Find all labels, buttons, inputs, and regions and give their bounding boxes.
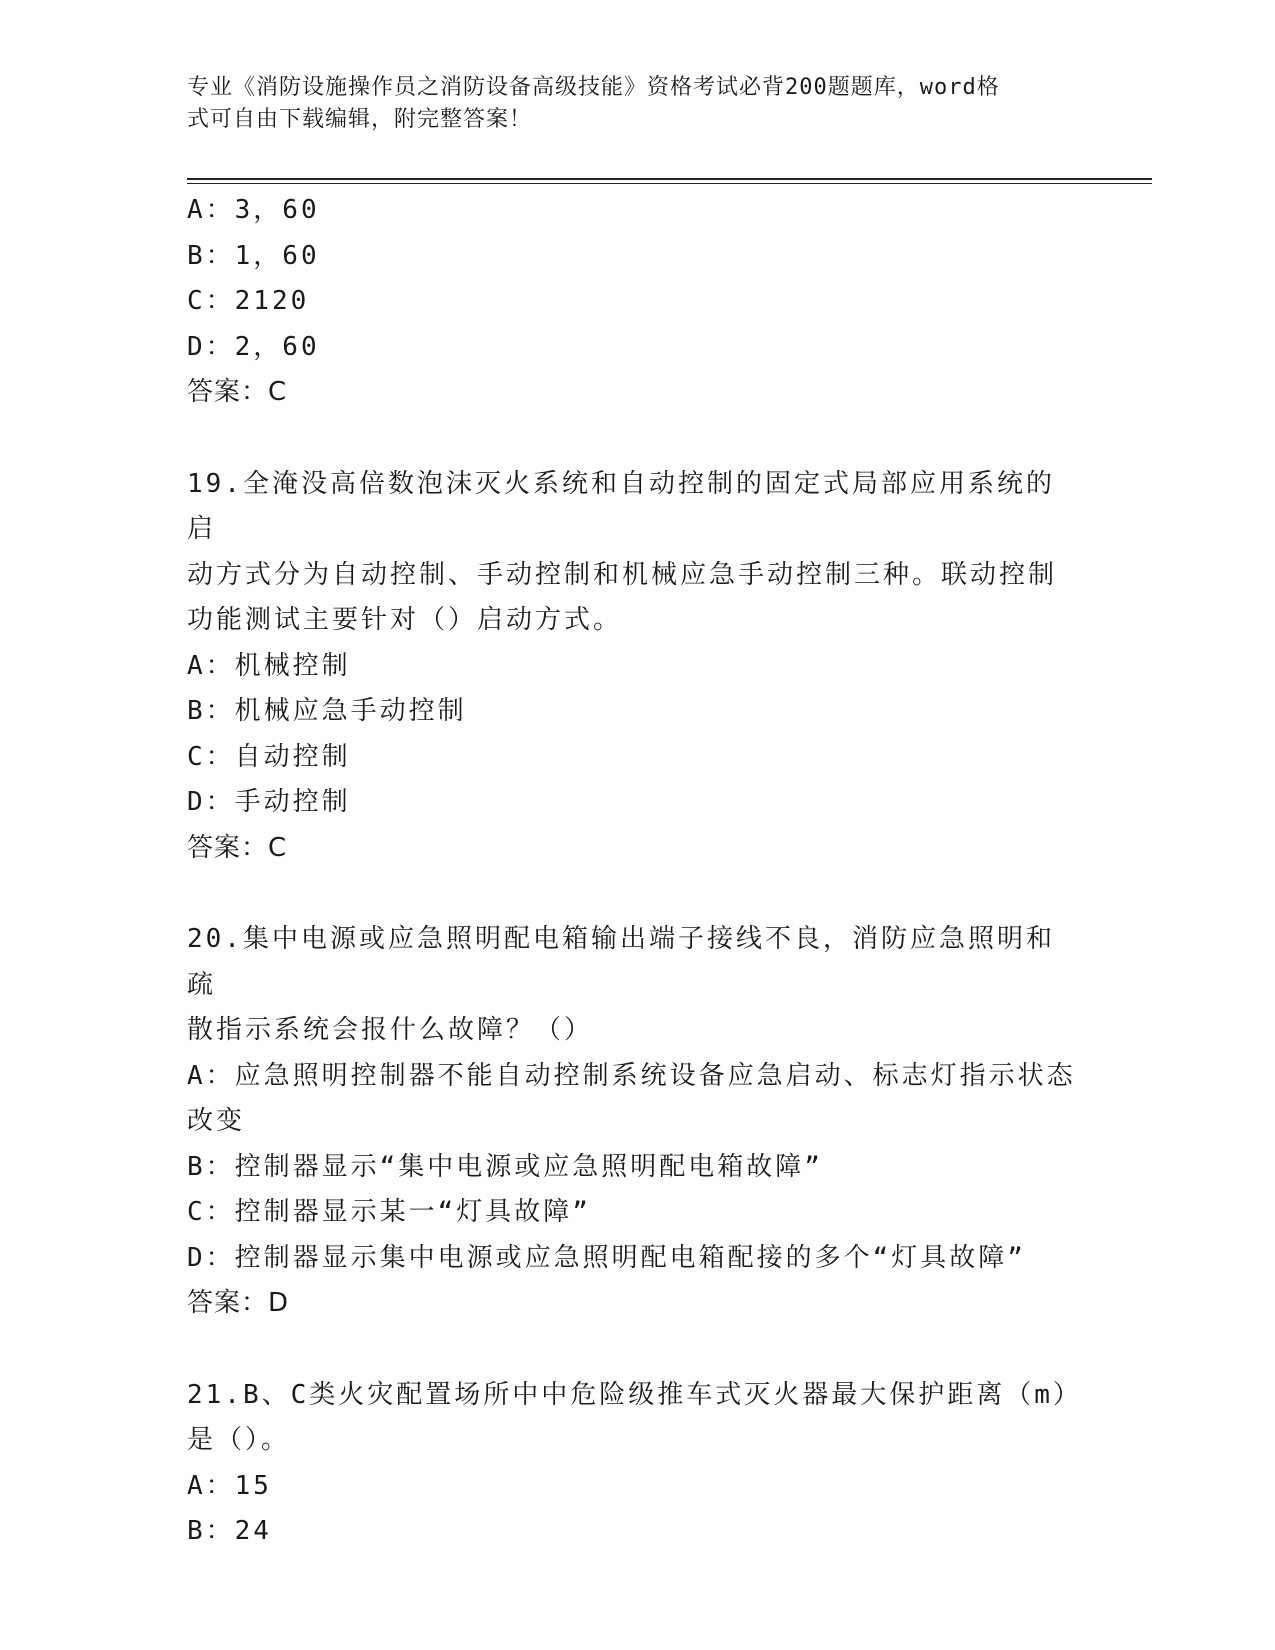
option-a: A：3，60 [187,195,320,225]
question-list [187,188,1082,1555]
header-divider-thin [187,183,1152,184]
answer-line: 答案：C [187,832,288,863]
document-header [187,72,1067,136]
question-stem-line: 散指示系统会报什么故障？（） [187,1015,594,1045]
option-d: D：手动控制 [187,787,351,817]
spacer [187,1327,1077,1373]
option-c: C：自动控制 [187,741,351,772]
option-a-continued: 改变 [187,1106,246,1136]
option-a: A：应急照明控制器不能自动控制系统设备应急启动、标志灯指示状态 [187,1060,1076,1091]
option-b: B：1，60 [187,240,320,271]
question-stem-line: 动方式分为自动控制、手动控制和机械应急手动控制三种。联动控制 [187,559,1058,590]
header-divider-thick [187,178,1152,180]
option-a: A：15 [187,1470,272,1501]
option-d: D：控制器显示集中电源或应急照明配电箱配接的多个“灯具故障” [187,1242,1026,1273]
question-stem-line: 功能测试主要针对（）启动方式。 [187,605,623,635]
question-stem-line: 19.全淹没高倍数泡沫灭火系统和自动控制的固定式局部应用系统的启 [187,468,1055,544]
question-block [187,188,1077,416]
option-c: C：控制器显示某一“灯具故障” [187,1197,591,1227]
option-d: D：2，60 [187,331,320,362]
option-b: B：机械应急手动控制 [187,696,467,726]
option-c: C：2120 [187,286,310,316]
question-block [187,917,1077,1327]
spacer [187,871,1077,917]
header-line-2: 式可自由下载编辑，附完整答案！ [187,107,533,132]
option-b: B：24 [187,1516,272,1546]
question-block [187,462,1077,872]
question-stem-line: 是（）。 [187,1425,291,1455]
answer-line: 答案：D [187,1288,290,1318]
question-stem-line: 20.集中电源或应急照明配电箱输出端子接线不良，消防应急照明和疏 [187,924,1055,1000]
answer-line: 答案：C [187,377,288,407]
header-line-1: 专业《消防设施操作员之消防设备高级技能》资格考试必背200题题库，word格 [187,75,1000,100]
option-b: B：控制器显示“集中电源或应急照明配电箱故障” [187,1151,823,1182]
spacer [187,416,1077,462]
question-block [187,1373,1082,1555]
question-stem-line: 21.B、C类火灾配置场所中中危险级推车式灭火器最大保护距离（m） [187,1379,1082,1410]
option-a: A：机械控制 [187,650,351,681]
